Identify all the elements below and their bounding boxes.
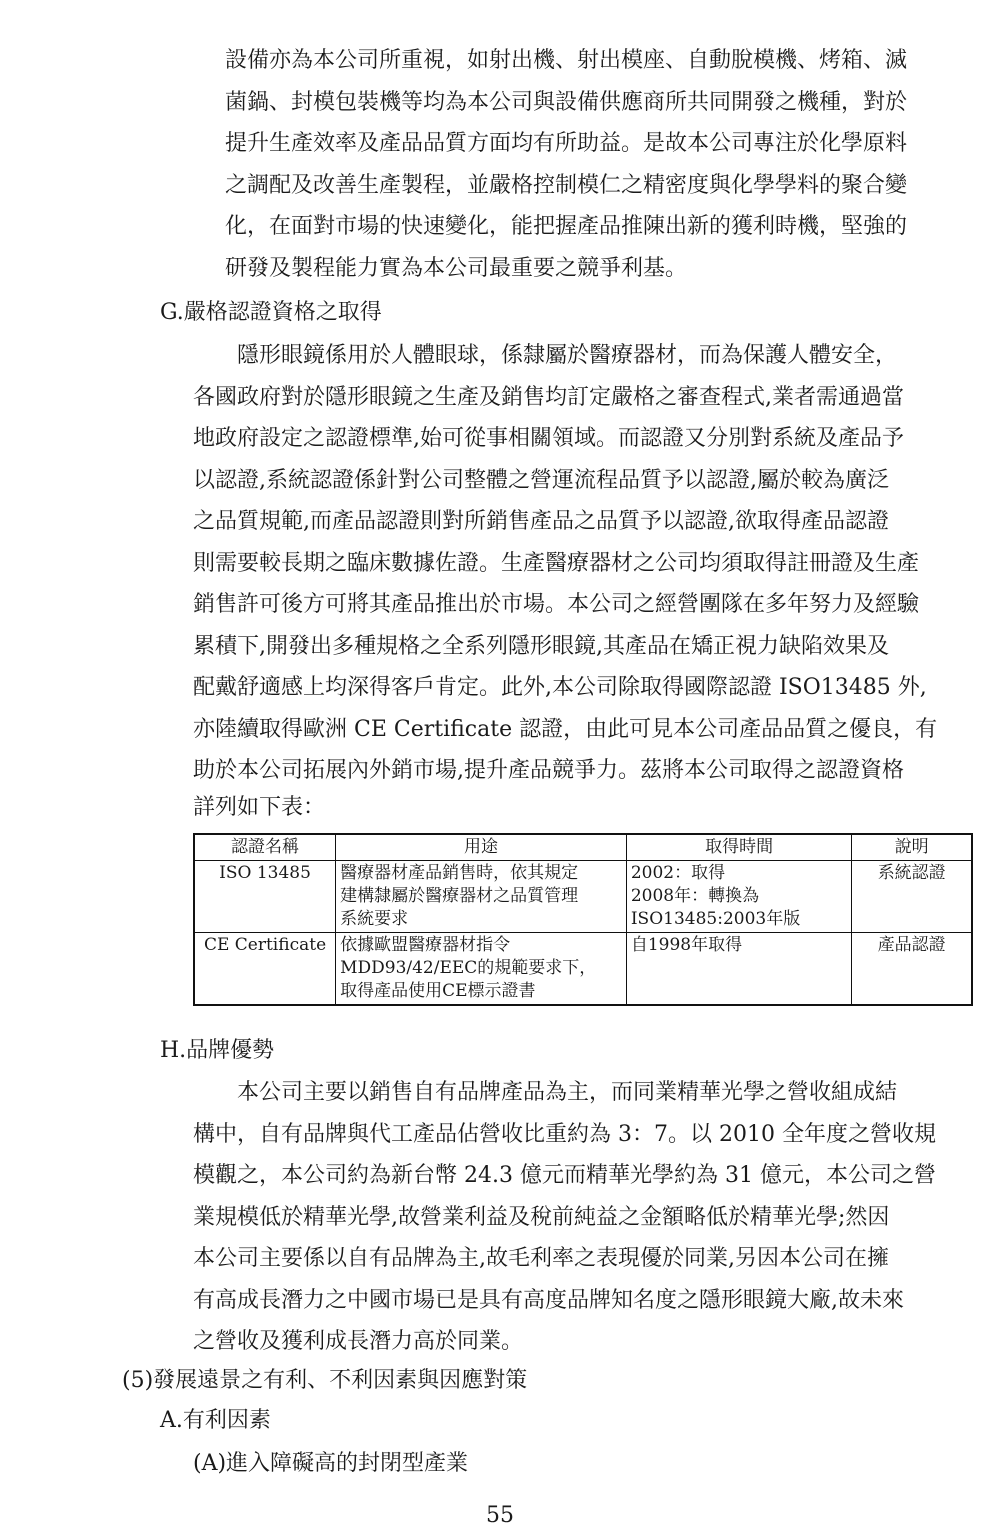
cell-line: 系統要求 — [340, 909, 409, 929]
text-line: 以認證,系統認證係針對公司整體之營運流程品質予以認證,屬於較為廣泛 — [193, 467, 889, 493]
cell-line: 依據歐盟醫療器材指令 — [340, 935, 511, 955]
intro-paragraph — [225, 40, 973, 289]
table-header-row — [194, 834, 972, 861]
text-line: 累積下,開發出多種規格之全系列隱形眼鏡,其產品在矯正視力缺陷效果及 — [193, 633, 889, 659]
text-line: 助於本公司拓展內外銷市場,提升產品競爭力。茲將本公司取得之認證資格 — [193, 758, 904, 783]
cell-usage — [336, 933, 627, 1006]
section-5-heading: (5)發展遠景之有利、不利因素與因應對策 — [122, 1368, 528, 1393]
text-line: 隱形眼鏡係用於人體眼球，係隸屬於醫療器材，而為保護人體安全， — [237, 343, 898, 368]
cell-line: ISO13485:2003年版 — [630, 909, 801, 929]
section-5a1-heading: (A)進入障礙高的封閉型產業 — [193, 1451, 469, 1476]
header-usage: 用途 — [336, 834, 627, 861]
text-line: 亦陸續取得歐洲 CE Certificate 認證，由此可見本公司產品品質之優良，有 — [193, 716, 938, 742]
text-line: 之調配及改善生產製程，並嚴格控制模仁之精密度與化學學料的聚合變 — [225, 172, 908, 198]
section-g-heading: G.嚴格認證資格之取得 — [160, 300, 382, 325]
section-g-paragraph — [193, 335, 973, 824]
text-line: 之品質規範,而產品認證則對所銷售產品之品質予以認證,欲取得產品認證 — [193, 509, 889, 534]
text-line: 配戴舒適感上均深得客戶肯定。此外,本公司除取得國際認證 ISO13485 外, — [193, 675, 927, 700]
cell-usage — [336, 861, 627, 933]
table-row — [194, 861, 972, 933]
cell-line: 醫療器材產品銷售時，依其規定 — [340, 863, 579, 883]
cell-obtained-time — [626, 933, 852, 1006]
section-h-paragraph — [193, 1072, 973, 1363]
text-line: 提升生產效率及產品品質方面均有所助益。是故本公司專注於化學原料 — [225, 131, 908, 156]
cell-line: MDD93/42/EEC的規範要求下， — [340, 958, 597, 978]
text-line: 詳列如下表： — [193, 794, 326, 820]
text-line: 業規模低於精華光學,故營業利益及稅前純益之金額略低於精華光學;然因 — [193, 1204, 890, 1230]
cell-description: 產品認證 — [852, 933, 972, 1006]
text-line: 有高成長潛力之中國市場已是具有高度品牌知名度之隱形眼鏡大廠,故未來 — [193, 1287, 904, 1313]
text-line: 設備亦為本公司所重視，如射出機、射出模座、自動脫模機、烤箱、滅 — [225, 48, 908, 73]
section-5a-heading: A.有利因素 — [160, 1408, 271, 1433]
header-description: 說明 — [852, 834, 972, 861]
text-line: 構中，自有品牌與代工產品佔營收比重約為 3：7。以 2010 全年度之營收規 — [193, 1121, 936, 1147]
table-row — [194, 933, 972, 1006]
text-line: 銷售許可後方可將其產品推出於市場。本公司之經營團隊在多年努力及經驗 — [193, 592, 920, 617]
text-line: 本公司主要以銷售自有品牌產品為主，而同業精華光學之營收組成結 — [237, 1080, 898, 1105]
text-line: 之營收及獲利成長潛力高於同業。 — [193, 1329, 524, 1354]
text-line: 菌鍋、封模包裝機等均為本公司與設備供應商所共同開發之機種，對於 — [225, 89, 908, 115]
cell-obtained-time — [626, 861, 852, 933]
cell-cert-name: ISO 13485 — [194, 861, 336, 933]
text-line: 化，在面對市場的快速變化，能把握產品推陳出新的獲利時機，堅強的 — [225, 214, 908, 239]
text-line: 地政府設定之認證標準,始可從事相關領域。而認證又分別對系統及產品予 — [193, 426, 904, 451]
page-number: 55 — [486, 1503, 514, 1528]
cell-line: 取得產品使用CE標示證書 — [340, 981, 536, 1001]
cell-line: 建構隸屬於醫療器材之品質管理 — [340, 886, 579, 906]
header-cert-name: 認證名稱 — [194, 834, 336, 861]
cell-line: 2008年：轉換為 — [630, 886, 760, 906]
text-line: 則需要較長期之臨床數據佐證。生產醫療器材之公司均須取得註冊證及生產 — [193, 550, 920, 576]
text-line: 模觀之，本公司約為新台幣 24.3 億元而精華光學約為 31 億元，本公司之營 — [193, 1163, 936, 1188]
cell-description: 系統認證 — [852, 861, 972, 933]
cell-line: 自1998年取得 — [630, 935, 743, 955]
text-line: 研發及製程能力實為本公司最重要之競爭利基。 — [225, 255, 688, 281]
cell-line: 2002：取得 — [630, 863, 726, 883]
section-h-heading: H.品牌優勢 — [160, 1038, 275, 1063]
header-obtained-time: 取得時間 — [626, 834, 852, 861]
cell-cert-name: CE Certificate — [194, 933, 336, 1006]
certification-table — [193, 833, 973, 1006]
text-line: 各國政府對於隱形眼鏡之生產及銷售均訂定嚴格之審查程式,業者需通過當 — [193, 384, 904, 410]
text-line: 本公司主要係以自有品牌為主,故毛利率之表現優於同業,另因本公司在擁 — [193, 1246, 889, 1271]
